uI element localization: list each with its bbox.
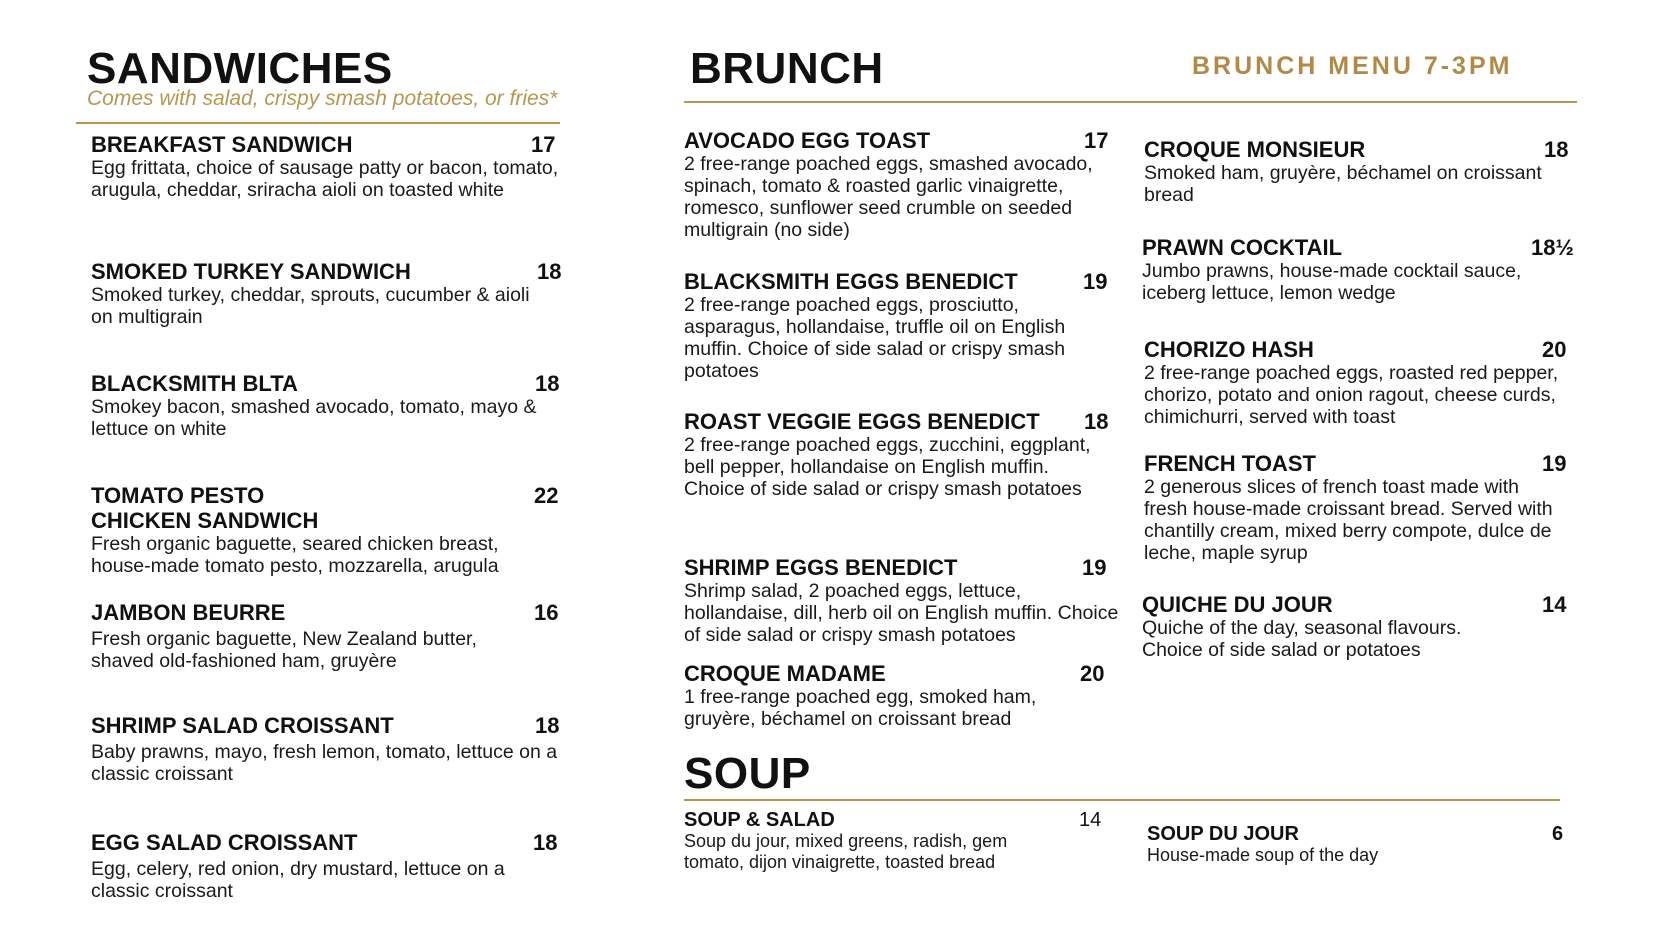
item-name: PRAWN COCKTAIL (1142, 235, 1343, 260)
item-description: Quiche of the day, seasonal flavours. Choice of side salad or potatoes (1142, 617, 1462, 661)
brunch-divider (684, 101, 1577, 103)
menu-item (684, 128, 1124, 241)
item-name: SHRIMP SALAD CROISSANT (91, 713, 394, 738)
item-name: SOUP DU JOUR (1147, 823, 1299, 845)
menu-item (684, 269, 1124, 382)
menu-item (1142, 235, 1582, 304)
menu-item (1147, 823, 1567, 866)
item-name: JAMBON BEURRE (91, 600, 286, 625)
item-name: BLACKSMITH EGGS BENEDICT (684, 269, 1018, 294)
item-price: 18 (533, 830, 558, 855)
item-price: 19 (1082, 555, 1107, 580)
item-name: SHRIMP EGGS BENEDICT (684, 555, 958, 580)
menu-item (1144, 337, 1574, 428)
item-price: 20 (1542, 337, 1567, 362)
item-description: Smokey bacon, smashed avocado, tomato, mayo & lettuce on white (91, 396, 537, 440)
item-price: 20 (1080, 661, 1105, 686)
item-name: TOMATO PESTO CHICKEN SANDWICH (91, 483, 319, 533)
item-description: Fresh organic baguette, New Zealand butter, shaved old-fashioned ham, gruyère (91, 628, 477, 672)
item-description: 2 free-range poached eggs, smashed avocado, spinach, tomato & roasted garlic vinaigrette, romesco, sunflower seed crumble on seeded multigrain (no side) (684, 153, 1093, 241)
item-name: CHORIZO HASH (1144, 337, 1314, 362)
menu-item (91, 259, 561, 328)
item-price: 16 (534, 600, 559, 625)
menu-item (91, 483, 561, 577)
item-price: 6 (1552, 823, 1564, 845)
menu-item (684, 409, 1124, 500)
item-name: CROQUE MADAME (684, 661, 886, 686)
brunch-title: BRUNCH (690, 44, 884, 93)
item-price: 14 (1079, 809, 1102, 831)
menu-item (91, 830, 561, 902)
item-name: AVOCADO EGG TOAST (684, 128, 931, 153)
item-price: 17 (531, 132, 556, 157)
soup-title: SOUP (684, 749, 811, 798)
item-name: CROQUE MONSIEUR (1144, 137, 1366, 162)
item-price: 18½ (1531, 235, 1574, 260)
item-name: BLACKSMITH BLTA (91, 371, 298, 396)
menu-item (684, 661, 1124, 730)
menu-item (91, 600, 561, 672)
sandwiches-title: SANDWICHES (87, 44, 393, 93)
item-description: 2 free-range poached eggs, roasted red pepper, chorizo, potato and onion ragout, cheese curds, chimichurri, served with toast (1144, 362, 1559, 428)
item-description: Jumbo prawns, house-made cocktail sauce, iceberg lettuce, lemon wedge (1142, 260, 1522, 304)
menu-item (684, 809, 1104, 873)
menu-item (684, 555, 1124, 646)
menu-item (1144, 137, 1574, 206)
item-price: 14 (1542, 592, 1567, 617)
item-price: 18 (1084, 409, 1109, 434)
item-description: House-made soup of the day (1147, 845, 1379, 865)
item-description: Fresh organic baguette, seared chicken breast, house-made tomato pesto, mozzarella, arugula (91, 533, 499, 577)
item-name: ROAST VEGGIE EGGS BENEDICT (684, 409, 1040, 434)
item-price: 19 (1083, 269, 1108, 294)
brunch-hours: BRUNCH MENU 7-3PM (1192, 52, 1513, 80)
item-name: SOUP & SALAD (684, 809, 835, 831)
item-description: 1 free-range poached egg, smoked ham, gruyère, béchamel on croissant bread (684, 686, 1037, 730)
item-description: Smoked ham, gruyère, béchamel on croissant bread (1144, 162, 1542, 206)
item-description: 2 free-range poached eggs, prosciutto, asparagus, hollandaise, truffle oil on English muffin. Choice of side salad or crispy smash potatoes (684, 294, 1066, 382)
menu-item (1142, 592, 1582, 661)
item-description: 2 free-range poached eggs, zucchini, eggplant, bell pepper, hollandaise on English muffin. Choice of side salad or crispy smash potatoes (684, 434, 1091, 500)
item-name: SMOKED TURKEY SANDWICH (91, 259, 411, 284)
item-description: Egg, celery, red onion, dry mustard, lettuce on a classic croissant (91, 858, 505, 902)
item-price: 18 (1544, 137, 1569, 162)
item-name: QUICHE DU JOUR (1142, 592, 1333, 617)
item-price: 17 (1084, 128, 1109, 153)
menu-item (91, 371, 561, 440)
item-description: Smoked turkey, cheddar, sprouts, cucumber & aioli on multigrain (91, 284, 530, 328)
item-price: 19 (1542, 451, 1567, 476)
sandwiches-divider (76, 122, 560, 124)
menu-item (91, 713, 561, 785)
menu-item (91, 132, 561, 201)
item-name: EGG SALAD CROISSANT (91, 830, 358, 855)
item-name: FRENCH TOAST (1144, 451, 1316, 476)
item-price: 18 (535, 713, 560, 738)
item-description: Egg frittata, choice of sausage patty or bacon, tomato, arugula, cheddar, sriracha aioli on toasted white (91, 157, 559, 201)
item-price: 18 (535, 371, 560, 396)
item-description: Baby prawns, mayo, fresh lemon, tomato, lettuce on a classic croissant (91, 741, 558, 785)
item-price: 22 (534, 483, 559, 508)
soup-divider (684, 799, 1560, 801)
menu-item (1144, 451, 1574, 564)
sandwiches-subtitle: Comes with salad, crispy smash potatoes, or fries* (87, 87, 558, 110)
item-name: BREAKFAST SANDWICH (91, 132, 353, 157)
item-description: Soup du jour, mixed greens, radish, gem tomato, dijon vinaigrette, toasted bread (684, 831, 1008, 872)
item-price: 18 (537, 259, 562, 284)
item-description: Shrimp salad, 2 poached eggs, lettuce, hollandaise, dill, herb oil on English muffin. Choice of side salad or crispy smash potatoes (684, 580, 1119, 646)
item-description: 2 generous slices of french toast made with fresh house-made croissant bread. Served with chantilly cream, mixed berry compote, dulce de leche, maple syrup (1144, 476, 1553, 564)
